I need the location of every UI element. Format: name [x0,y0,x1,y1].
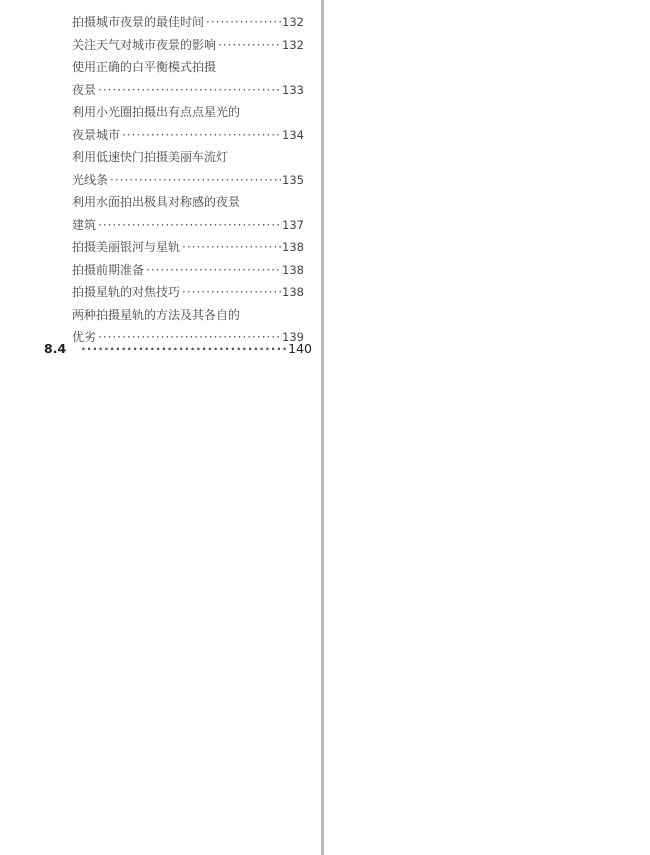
page-number: 132 [282,37,304,52]
entry-title: 拍摄星轨的对焦技巧 [72,285,181,299]
entry-title-row [72,259,304,281]
dot-leader [96,79,282,101]
entry-title: 关注天气对城市夜景的影响 [72,37,217,52]
page-number: 132 [282,15,304,29]
entry-line [0,259,320,282]
entry-title-row [79,338,312,360]
dot-leader [120,124,282,146]
entry-title: 利用低速快门拍摄美丽车流灯 [72,150,229,164]
page-number: 139 [282,330,304,344]
entry-title-row [72,281,304,303]
entry-line [0,236,320,259]
entry-title-row [72,79,304,101]
entry-line [0,124,320,147]
page-number: 134 [282,127,304,142]
entry-title-row [72,34,304,56]
entry-title: 光线条 [72,172,109,187]
entry-title-row [72,11,304,33]
entry-line [0,11,320,34]
entry-title: 利用水面拍出极具对称感的夜景 [72,195,241,209]
page-number: 135 [282,172,304,187]
dot-leader [79,338,288,360]
dot-leader [180,281,282,303]
dot-leader [108,169,282,191]
dot-leader [216,34,282,56]
entry-title: 建筑 [72,217,97,232]
page-number: 137 [282,217,304,232]
entry-title-row [72,236,304,258]
entry-title: 拍摄美丽银河与星轨 [72,240,181,254]
entry-line [0,214,320,237]
entry-title: 拍摄城市夜景的最佳时间 [72,15,205,29]
page-number: 133 [282,82,304,97]
entry-title-row [72,214,304,236]
entry-line [0,169,320,192]
entry-line [0,79,320,102]
section-number: 8.4 [44,341,67,356]
dot-leader [204,11,282,33]
entry-title-row [72,124,304,146]
entry-title: 使用正确的白平衡模式拍摄 [72,60,217,74]
entry-title: 拍摄前期准备 [72,262,145,277]
entry-line [0,304,320,327]
entry-line [0,56,320,79]
entry-title: 夜景 [72,82,97,97]
entry-title: 两种拍摄星轨的方法及其各自的 [72,307,241,322]
page-number: 138 [282,240,304,254]
entry-line [0,338,320,360]
entry-line [0,101,320,124]
column-divider [321,0,324,855]
entry-title: 优劣 [72,330,97,344]
entry-line [0,146,320,169]
entry-line [0,191,320,214]
dot-leader [144,259,282,281]
entry-line [0,34,320,57]
entry-title: 夜景城市 [72,127,121,142]
dot-leader [180,236,282,258]
entry-title: 利用小光圈拍摄出有点点星光的 [72,105,241,119]
entry-title-row [72,169,304,191]
page-number: 138 [282,285,304,299]
dot-leader [96,214,282,236]
page-number: 138 [282,262,304,277]
page-number: 140 [288,341,312,356]
entry-line [0,281,320,304]
